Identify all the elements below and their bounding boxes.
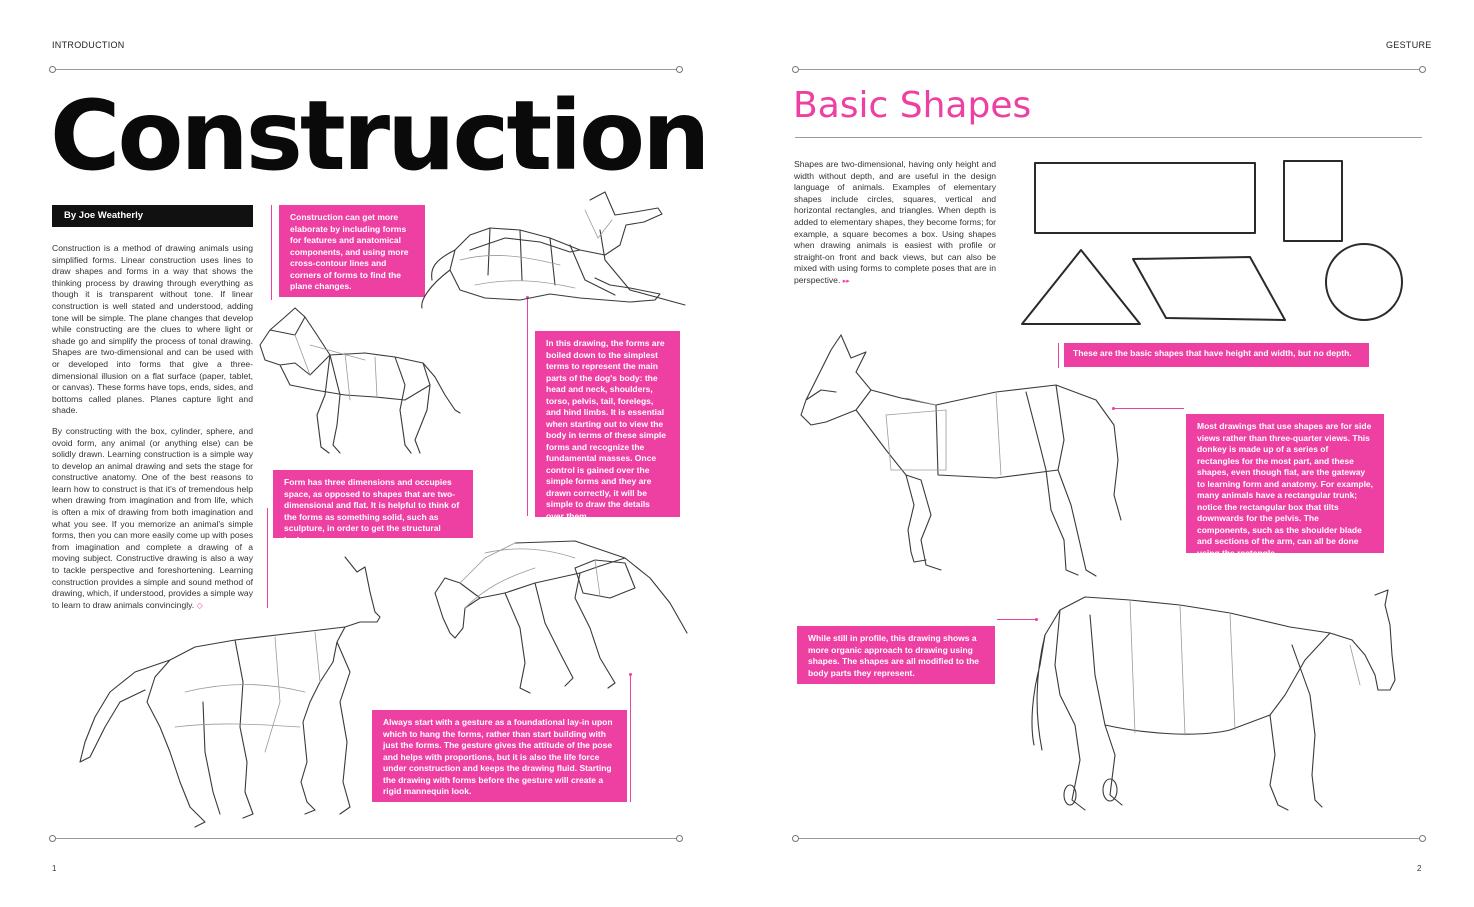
callout-gesture: Always start with a gesture as a foundational lay-in upon which to hang the forms, rather than start building with just the forms. The gesture gives the attitude of the pose and helps with proportions, but it is also the life force under construction and keeps the drawing fluid. Starting the drawing with forms before the gesture will create a rigid mannequin look.: [372, 710, 627, 802]
leader-dot: [1112, 407, 1115, 410]
dog-gesture-sketch: [75, 552, 395, 837]
donkey-sketch: [796, 330, 1136, 582]
intro-paragraph-1: Construction is a method of drawing animals using simplified forms. Linear construction uses lines to draw shapes and forms in a way that shows the thinking process by drawing through everything as though it is transparent without tone. If linear construction is well stated and understood, adding tone will be simple. The plane changes that develop while constructing are the clues to where light or shade go and simplify the process of tonal drawing. Shapes are two-dimensional and can be used with or developed into forms that give a three-dimensional illusion on a flat surface (paper, tablet, or canvas). These forms have tops, ends, sides, and bottoms called planes. Planes capture light and shade.: [52, 243, 253, 416]
shapes-body: [794, 159, 996, 288]
folio-left: 1: [52, 864, 57, 873]
rule-end-dot: [792, 66, 799, 73]
callout-boiled-down: In this drawing, the forms are boiled down to the simplest terms to represent the main parts of the dog's body: the head and neck, shoulders, torso, pelvis, tail, forelegs, and hind limbs. It is essential when starting out to view the body in terms of these simple forms and recognize the fundamental masses. Once control is gained over the simple forms and they are drawn correctly, it will be simple to draw the details over them.: [535, 331, 680, 517]
leader-line: [527, 298, 528, 516]
vertical-rectangle: [1284, 161, 1342, 241]
horse-sketch: [1030, 585, 1422, 833]
bottom-rule-left: [52, 838, 679, 839]
horizontal-rectangle: [1035, 163, 1255, 233]
parallelogram: [1133, 257, 1285, 320]
intro-paragraph-2-text: By constructing with the box, cylinder, sphere, and ovoid form, any animal (or anything else) can be solidly drawn. Learning construction is a simple way to develop an animal drawing and sets the stage for constructive anatomy. One of the best reasons to learn how to construct is that it's of tremendous help when drawing from imagination and from life, which is often a mix of drawing from both imagination and what you see. If you memorize an animal's simple forms, then you can more easily come up with poses from imagination and complete a drawing of a moving subject. Constructive drawing is also a way to tackle perspective and foreshortening. Learning construction provides a simple and sound method of drawing, which, if understood, provides a simple way to learn to draw animals convincingly.: [52, 425, 253, 610]
callout-donkey: Most drawings that use shapes are for side views rather than three-quarter views. This donkey is made up of a series of rectangles for the most part, and these shapes, even though flat, are the gateway to learning form and anatomy. For example, many animals have a rectangular trunk; notice the rectangular box that tilts downwards for the pelvis. The components, such as the shoulder blade and sections of the arm, can all be done using the rectangle.: [1186, 414, 1384, 553]
triangle: [1022, 250, 1140, 324]
leader-line: [997, 619, 1037, 620]
rule-end-dot: [792, 835, 799, 842]
circle: [1326, 244, 1402, 320]
end-mark: ◇: [196, 600, 203, 610]
page-title: Construction: [50, 80, 708, 192]
byline: By Joe Weatherly: [52, 205, 253, 227]
dog-grazing-sketch: [425, 538, 695, 698]
rule-end-dot: [676, 66, 683, 73]
rule-end-dot: [49, 835, 56, 842]
top-rule-right: [795, 69, 1422, 70]
leader-line: [1114, 408, 1184, 409]
callout-three-dimensions: Form has three dimensions and occupies space, as opposed to shapes that are two-dimensional and flat. It is helpful to think of the forms as something solid, such as sculpture, in order to get the structural look.: [273, 470, 473, 538]
leader-line: [271, 205, 272, 300]
folio-right: 2: [1417, 864, 1422, 873]
basic-shapes-sketch: [1018, 158, 1418, 328]
rule-end-dot: [49, 66, 56, 73]
rule-end-dot: [1419, 835, 1426, 842]
title-rule: [795, 137, 1422, 138]
top-rule-left: [52, 69, 679, 70]
bottom-rule-right: [795, 838, 1422, 839]
callout-basic-shapes: These are the basic shapes that have height and width, but no depth.: [1064, 343, 1369, 367]
leader-dot: [1035, 618, 1038, 621]
continue-arrow-icon: ▸▸: [842, 277, 850, 285]
shapes-body-text: Shapes are two-dimensional, having only height and width without depth, and are useful in the design language of animals. Examples of elementary shapes include circles, squares, vertical and horizontal rectangles, and triangles. When depth is added to elementary shapes, they become forms; for example, a square becomes a box. Using shapes when drawing animals is easiest with profile or straight-on front and back views, but can also be mixed with using forms to complete poses that are in perspective.: [794, 159, 996, 285]
rule-end-dot: [676, 835, 683, 842]
standing-dog-sketch: [255, 305, 470, 460]
callout-elaborate: Construction can get more elaborate by including forms for features and anatomical components, and using more cross-contour lines and corners of forms to find the plane changes.: [279, 205, 425, 297]
running-head-right: GESTURE: [1386, 40, 1432, 50]
lying-dog-sketch: [430, 190, 690, 315]
running-head-left: INTRODUCTION: [52, 40, 125, 50]
rule-end-dot: [1419, 66, 1426, 73]
callout-profile: While still in profile, this drawing shows a more organic approach to drawing using shapes. The shapes are all modified to the body parts they represent.: [797, 626, 995, 684]
section-title: Basic Shapes: [793, 85, 1032, 126]
